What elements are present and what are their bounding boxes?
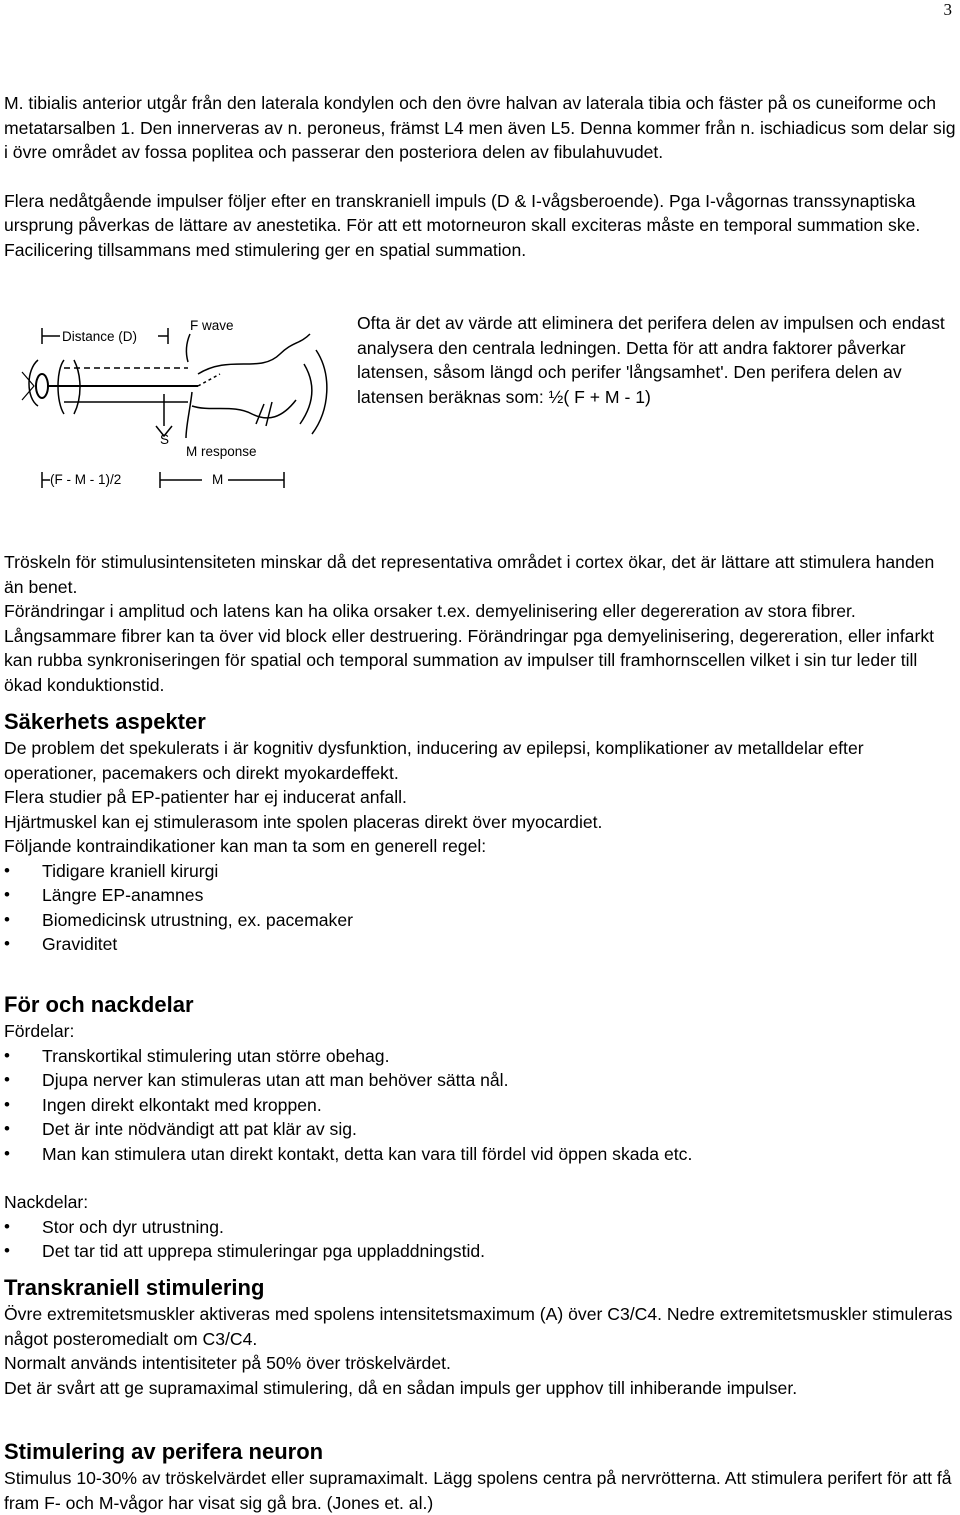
m-label: M — [212, 472, 224, 487]
threshold-paragraph-2: Förändringar i amplitud och latens kan ha olika orsaker t.ex. demyelinisering eller degereration av stora fibrer. Långsammare fibrer kan ta över vid block eller destruering. Förändringar pga demyelinisering, degereration, eller infarkt kan rubba synkroniseringen för spatial och temporal summation av impulser till framhornscellen vilket i sin tur leder till ökad konduktionstid. — [4, 601, 935, 695]
list-item: • Djupa nerver kan stimuleras utan att man behöver sätta nål. — [4, 1068, 956, 1093]
page-number: 3 — [943, 0, 952, 19]
pros-cons-section — [4, 991, 956, 1264]
figure-side-paragraph: Ofta är det av värde att eliminera det perifera delen av impulsen och endast analysera den centrala ledningen. Detta för att andra faktorer påverkar latensen, såsom längd och perifer 'långsamhet'. Den perifera delen av latensen beräknas som: ½( F + M - 1) — [357, 313, 945, 407]
peripheral-paragraph-1: Stimulus 10-30% av tröskelvärdet eller supramaximalt. Lägg spolens centra på nervrötterna. Att stimulera perifert för att få fram F- och M-vågor har visat sig gå bra. (Jones et. al.) — [4, 1468, 952, 1513]
pros-list — [4, 1044, 956, 1167]
contraindication-list — [4, 859, 956, 957]
cons-label: Nackdelar: — [4, 1192, 89, 1212]
list-item: • Stor och dyr utrustning. — [4, 1215, 956, 1240]
cons-list — [4, 1215, 956, 1264]
peripheral-section — [4, 1438, 956, 1515]
transcranial-paragraph-3: Det är svårt att ge supramaximal stimulering, då en sådan impuls ger upphov till inhiberande impulser. — [4, 1377, 798, 1398]
figure-side-text — [357, 311, 957, 409]
list-item: • Det tar tid att upprepa stimuleringar pga uppladdningstid. — [4, 1239, 956, 1264]
intro-paragraph-1: M. tibialis anterior utgår från den laterala kondylen och den övre halvan av laterala tibia och fäster på os cuneiforme och metatarsalben 1. Den innerveras av n. peroneus, främst L4 men även L5. Denna kommer från n. ischiadicus som delar sig i övre området av fossa poplitea och passerar den posteriora delen av fibulahuvudet. — [4, 93, 956, 162]
peripheral-heading: Stimulering av perifera neuron — [4, 1439, 324, 1464]
list-item: • Man kan stimulera utan direkt kontakt, detta kan vara till fördel vid öppen skada etc. — [4, 1142, 956, 1167]
list-item: • Ingen direkt elkontakt med kroppen. — [4, 1093, 956, 1118]
list-item: • Längre EP-anamnes — [4, 883, 956, 908]
transcranial-section — [4, 1274, 956, 1400]
pros-label: Fördelar: — [4, 1021, 75, 1041]
formula-label: (F - M - 1)/2 — [50, 472, 122, 487]
list-item: • Tidigare kraniell kirurgi — [4, 859, 956, 884]
threshold-paragraph-1: Tröskeln för stimulusintensiteten minskar då det representativa området i cortex ökar, det är lättare att stimulera handen än benet. — [4, 552, 935, 597]
stimulus-label: S — [160, 432, 170, 447]
transcranial-heading: Transkraniell stimulering — [4, 1275, 265, 1300]
intro-block — [4, 91, 956, 262]
list-item: • Transkortikal stimulering utan större obehag. — [4, 1044, 956, 1069]
safety-heading: Säkerhets aspekter — [4, 709, 206, 734]
safety-section — [4, 708, 956, 957]
list-item: • Det är inte nödvändigt att pat klär av sig. — [4, 1117, 956, 1142]
safety-paragraph-2: Flera studier på EP-patienter har ej inducerat anfall. — [4, 787, 407, 807]
transcranial-paragraph-2: Normalt används intentisiteter på 50% över tröskelvärdet. — [4, 1353, 451, 1373]
safety-paragraph-4: Följande kontraindikationer kan man ta som en generell regel: — [4, 836, 487, 856]
safety-paragraph-3: Hjärtmuskel kan ej stimulerasom inte spolen placeras direkt över myocardiet. — [4, 811, 603, 832]
threshold-section — [4, 550, 956, 697]
list-item: • Graviditet — [4, 932, 956, 957]
limb-outline-bottom — [192, 400, 296, 418]
transcranial-paragraph-1: Övre extremitetsmuskler aktiveras med spolens intensitetsmaximum (A) över C3/C4. Nedre extremitetsmuskler stimuleras något posteromedialt om C3/C4. — [4, 1304, 953, 1349]
list-item: • Biomedicinsk utrustning, ex. pacemaker — [4, 908, 956, 933]
latency-diagram — [20, 314, 340, 504]
f-wave-label: F wave — [190, 318, 234, 333]
motor-neuron-shape — [36, 374, 48, 398]
intro-paragraph-2: Flera nedåtgående impulser följer efter en transkraniell impuls (D & I-vågsberoende). Pga I-vågornas transsynaptiska ursprung påverkas de lättare av anestetika. För att ett motorneuron skall exciteras måste en temporal summation ske. Facilicering tillsammans med stimulering ger en spatial summation. — [4, 190, 921, 260]
safety-paragraph-1: De problem det spekulerats i är kognitiv dysfunktion, inducering av epilepsi, komplikationer av metalldelar efter operationer, pacemakers och direkt myokardeffekt. — [4, 738, 864, 783]
distance-label: Distance (D) — [62, 329, 138, 344]
m-response-label: M response — [186, 444, 257, 459]
limb-outline-top — [198, 334, 310, 374]
pros-cons-heading: För och nackdelar — [4, 992, 194, 1017]
